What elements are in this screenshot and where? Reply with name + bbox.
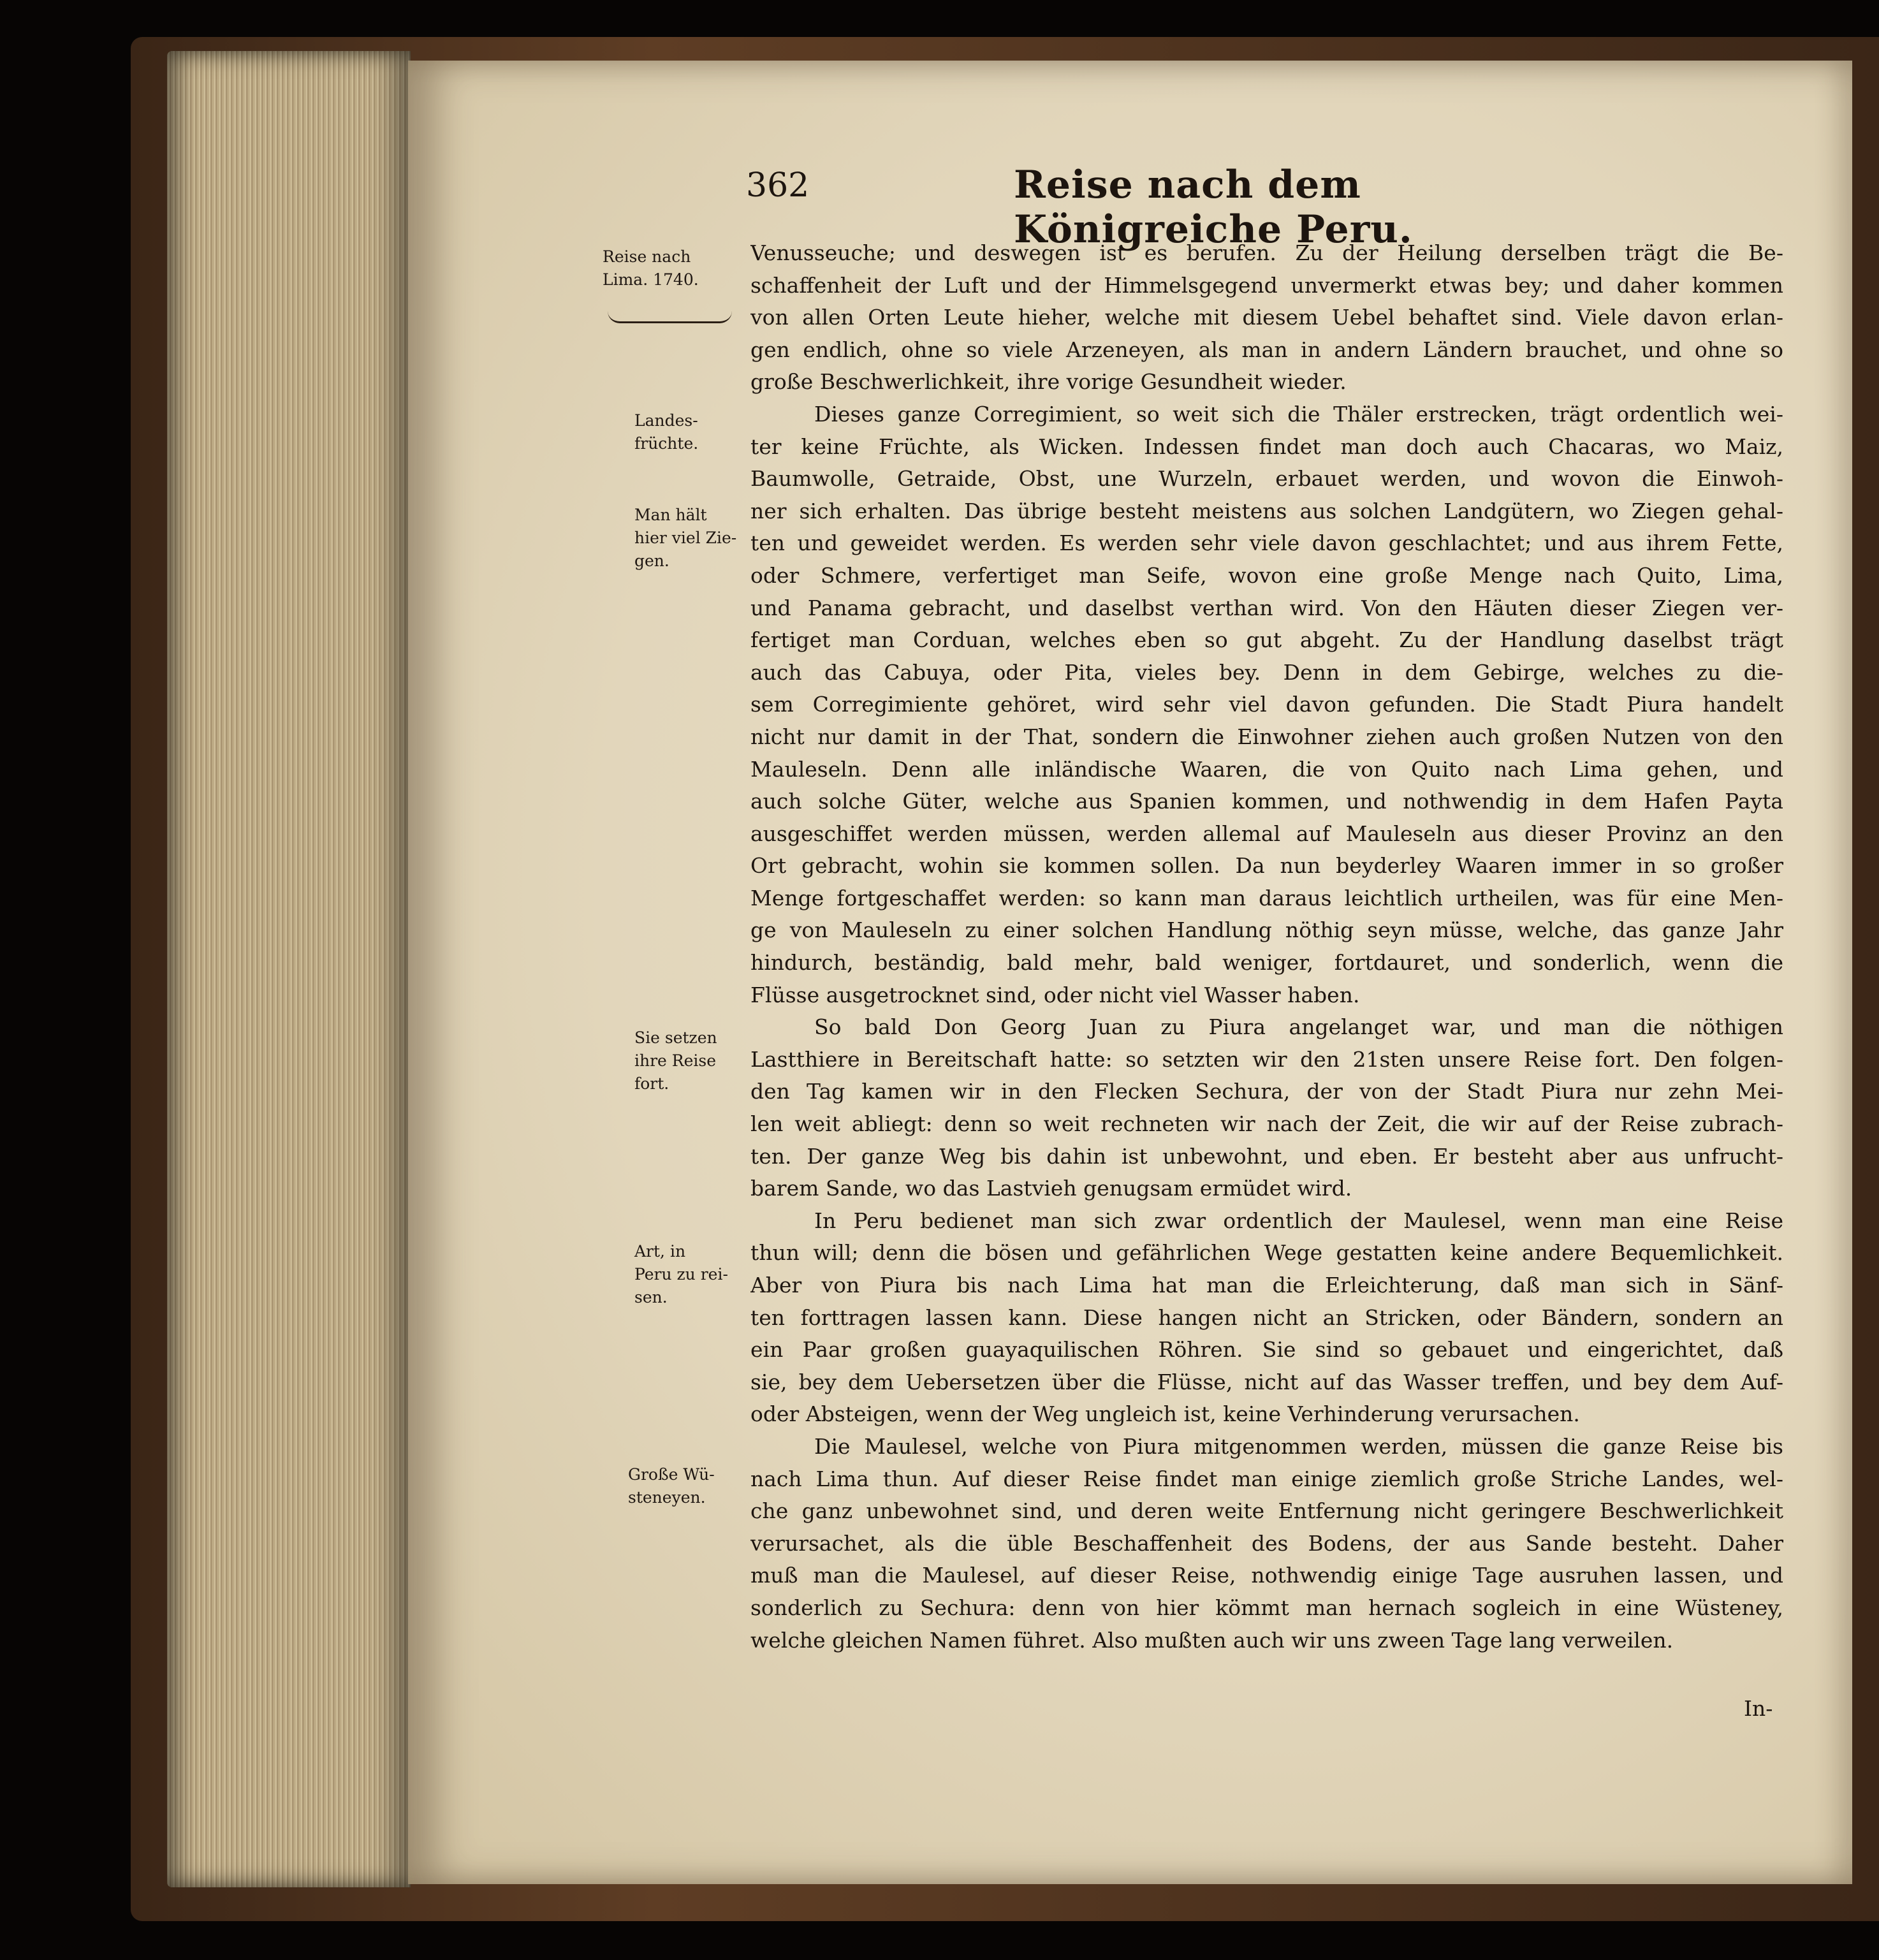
text-line: hindurch, beständig, bald mehr, bald weniger, fortdauret, und sonderlich, wenn die [750, 950, 1783, 976]
text-line: Baumwolle, Getraide, Obst, une Wurzeln, erbauet werden, und wovon die Einwoh- [750, 466, 1783, 492]
margin-note-line: Lima. 1740. [603, 270, 699, 289]
text-line: Mauleseln. Denn alle inländische Waaren, die von Quito nach Lima gehen, und [750, 756, 1783, 782]
margin-note-line: hier viel Zie- [634, 529, 737, 547]
text-line: Flüsse ausgetrocknet sind, oder nicht viel Wasser haben. [750, 982, 1360, 1007]
catchword: In- [1744, 1696, 1773, 1721]
text-line: ten und geweidet werden. Es werden sehr viele davon geschlachtet; und aus ihrem Fette, [750, 530, 1783, 556]
margin-brace [608, 311, 732, 323]
margin-note-line: Landes- [634, 411, 698, 430]
margin-note-line: Art, in [634, 1242, 686, 1261]
text-line: nicht nur damit in der That, sondern die Einwohner ziehen auch großen Nutzen von den [750, 724, 1783, 749]
margin-note-line: fort. [634, 1074, 669, 1093]
text-line: che ganz unbewohnet sind, und deren weite Entfernung nicht geringere Beschwerlichkeit [750, 1498, 1783, 1524]
text-line: Aber von Piura bis nach Lima hat man die Erleichterung, daß man sich in Sänf- [750, 1273, 1783, 1298]
text-line: Venusseuche; und deswegen ist es berufen. Zu der Heilung derselben trägt die Be- [750, 240, 1783, 265]
text-line: sem Corregimiente gehöret, wird sehr viel davon gefunden. Die Stadt Piura handelt [750, 692, 1783, 717]
text-line: nach Lima thun. Auf dieser Reise findet man einige ziemlich große Striche Landes, wel- [750, 1466, 1783, 1491]
text-line: Die Maulesel, welche von Piura mitgenommen werden, müssen die ganze Reise bis [814, 1433, 1783, 1459]
text-line: oder Absteigen, wenn der Weg ungleich ist, keine Verhinderung verursachen. [750, 1401, 1580, 1427]
page-header [746, 163, 1588, 252]
text-line: ter keine Früchte, als Wicken. Indessen findet man doch auch Chacaras, wo Maiz, [750, 434, 1783, 459]
running-title: Reise nach dem Königreiche Peru. [1014, 163, 1413, 252]
margin-note-line: gen. [634, 552, 669, 570]
text-line: verursachet, als die üble Beschaffenheit des Bodens, der aus Sande besteht. Daher [750, 1530, 1783, 1556]
margin-note-line: steneyen. [628, 1488, 706, 1507]
margin-note-line: Man hält [634, 506, 707, 524]
text-line: So bald Don Georg Juan zu Piura angelanget war, und man die nöthigen [814, 1014, 1783, 1040]
text-line: gen endlich, ohne so viele Arzeneyen, als man in andern Ländern brauchet, und ohne so [750, 337, 1783, 362]
text-line: sonderlich zu Sechura: denn von hier kömmt man hernach sogleich in eine Wüsteney, [750, 1595, 1783, 1620]
text-line: ausgeschiffet werden müssen, werden allemal auf Mauleseln aus dieser Provinz an den [750, 821, 1783, 846]
margin-note-line: früchte. [634, 434, 699, 453]
text-line: ner sich erhalten. Das übrige besteht meistens aus solchen Landgütern, wo Ziegen gehal- [750, 498, 1783, 523]
margin-note-line: sen. [634, 1288, 668, 1306]
text-line: Ort gebracht, wohin sie kommen sollen. Da nun beyderley Waaren immer in so großer [750, 853, 1783, 879]
margin-note-line: Reise nach [603, 247, 691, 266]
text-line: barem Sande, wo das Lastvieh genugsam ermüdet wird. [750, 1176, 1352, 1201]
text-line: und Panama gebracht, und daselbst verthan wird. Von den Häuten dieser Ziegen ver- [750, 595, 1783, 620]
text-line: oder Schmere, verfertiget man Seife, wovon eine große Menge nach Quito, Lima, [750, 562, 1783, 588]
text-line: schaffenheit der Luft und der Himmelsgegend unvermerkt etwas bey; und daher kommen [750, 272, 1783, 298]
margin-note-line: ihre Reise [634, 1051, 717, 1070]
text-line: Dieses ganze Corregimient, so weit sich die Thäler erstrecken, trägt ordentlich wei- [814, 401, 1783, 427]
text-line: In Peru bedienet man sich zwar ordentlich der Maulesel, wenn man eine Reise [814, 1208, 1783, 1233]
text-line: Menge fortgeschaffet werden: so kann man daraus leichtlich urtheilen, was für eine Men- [750, 885, 1783, 911]
text-line: len weit abliegt: denn so weit rechneten wir nach der Zeit, die wir auf der Reise zubrach- [750, 1111, 1783, 1137]
margin-note-line: Große Wü- [628, 1465, 715, 1484]
text-line: von allen Orten Leute hieher, welche mit diesem Uebel behaftet sind. Viele davon erlan- [750, 305, 1783, 330]
text-line: ge von Mauleseln zu einer solchen Handlung nöthig seyn müsse, welche, das ganze Jahr [750, 918, 1783, 943]
text-line: Lastthiere in Bereitschaft hatte: so setzten wir den 21sten unsere Reise fort. Den folgen- [750, 1046, 1783, 1072]
text-line: ein Paar großen guayaquilischen Röhren. Sie sind so gebauet und eingerichtet, daß [750, 1337, 1783, 1363]
text-line: thun will; denn die bösen und gefährlichen Wege gestatten keine andere Bequemlichkeit. [750, 1240, 1783, 1266]
margin-note-line: Sie setzen [634, 1028, 717, 1047]
margin-note-line: Peru zu rei- [634, 1265, 728, 1284]
page-edges [167, 51, 411, 1887]
text-line: ten forttragen lassen kann. Diese hangen nicht an Stricken, oder Bändern, sondern an [750, 1305, 1783, 1330]
text-line: fertiget man Corduan, welches eben so gut abgeht. Zu der Handlung daselbst trägt [750, 627, 1783, 653]
text-line: welche gleichen Namen führet. Also mußten auch wir uns zween Tage lang verweilen. [750, 1627, 1674, 1653]
text-line: den Tag kamen wir in den Flecken Sechura, der von der Stadt Piura nur zehn Mei- [750, 1079, 1783, 1104]
text-line: auch solche Güter, welche aus Spanien kommen, und nothwendig in dem Hafen Payta [750, 789, 1783, 814]
text-line: große Beschwerlichkeit, ihre vorige Gesundheit wieder. [750, 369, 1347, 395]
text-line: auch das Cabuya, oder Pita, vieles bey. Denn in dem Gebirge, welches zu die- [750, 659, 1783, 685]
margin-note-reise-nach-lima [603, 245, 749, 291]
text-line: ten. Der ganze Weg bis dahin ist unbewohnt, und eben. Er besteht aber aus unfrucht- [750, 1143, 1783, 1169]
page-number: 362 [746, 166, 810, 205]
text-line: muß man die Maulesel, auf dieser Reise, nothwendig einige Tage ausruhen lassen, und [750, 1563, 1783, 1588]
text-line: sie, bey dem Uebersetzen über die Flüsse, nicht auf das Wasser treffen, und bey dem Auf- [750, 1369, 1783, 1394]
body-text [750, 237, 1783, 1656]
